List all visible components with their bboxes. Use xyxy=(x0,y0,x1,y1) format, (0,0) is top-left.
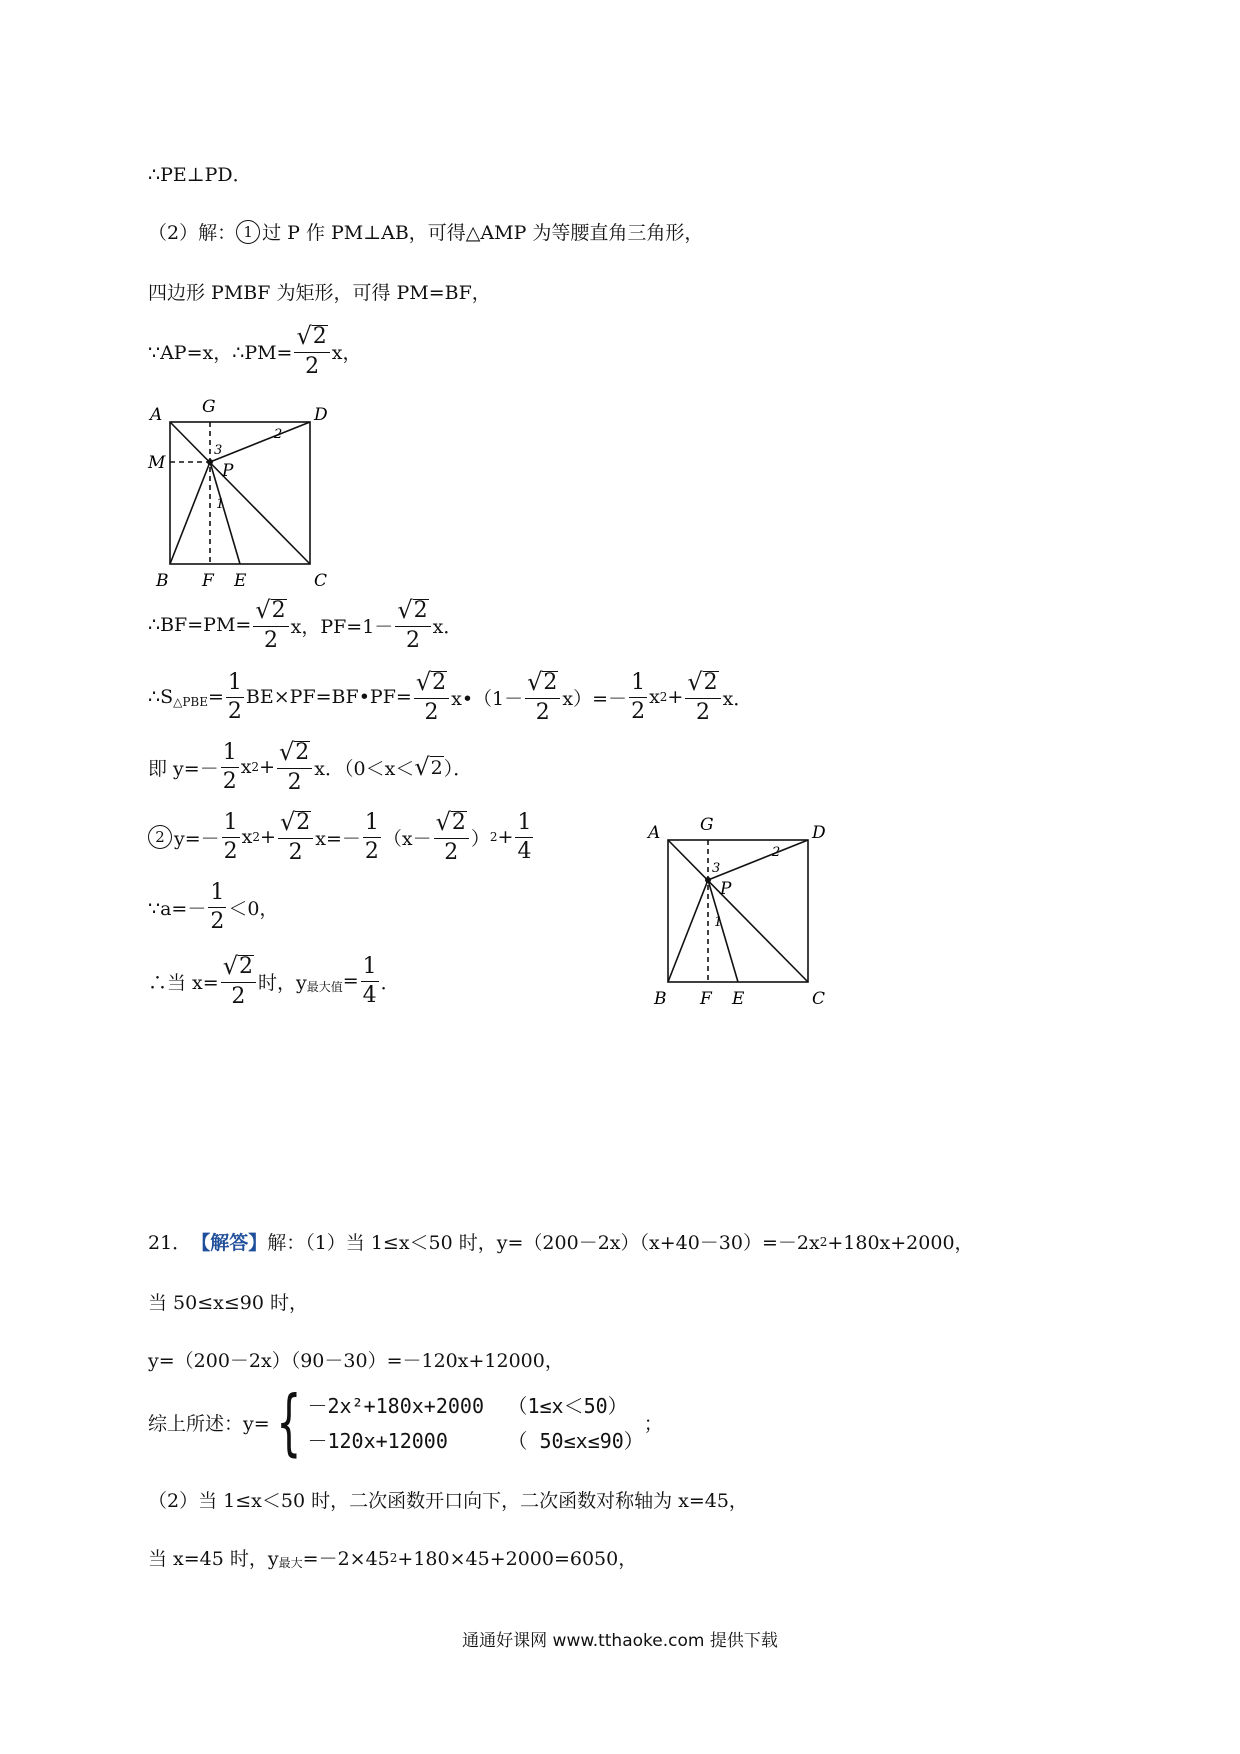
text: = xyxy=(342,970,359,992)
label-angle-1: 1 xyxy=(714,915,723,930)
label-angle-2: 2 xyxy=(274,427,283,442)
text: + xyxy=(497,826,514,848)
text: 解：（1）当 1≤x＜50 时，y=（200－2x）（x+40－30）=－2x xyxy=(267,1232,820,1254)
text: y=－ xyxy=(174,827,220,850)
geometry-figure-1 xyxy=(140,390,340,595)
line-conclusion xyxy=(148,160,252,187)
text: + xyxy=(260,826,276,848)
line-area: ∴S △PBE = $\frac{1}{2}$ BE×PF=BF•PF= √ 2 2 x•（1－ √ 2 2 x）=－ $\frac{1}{2}$ x 2 + √ 2 2 x． xyxy=(148,668,753,725)
page-footer: 通通好课网 www.tthaoke.com 提供下载 xyxy=(462,1631,778,1651)
point-p xyxy=(705,877,711,883)
line-q21-case2 xyxy=(148,1288,308,1315)
label-m: M xyxy=(148,453,166,473)
text: x， xyxy=(331,341,362,364)
text: ∴PE⊥PD． xyxy=(148,164,252,186)
text: （x－ xyxy=(382,827,432,850)
line-a-negative xyxy=(148,882,278,933)
fraction-1-over-4: $\frac{1}{4}$ xyxy=(517,809,532,864)
line-q21-part2 xyxy=(148,1486,748,1513)
text: ∵a=－ xyxy=(148,898,207,920)
text: （2）解： xyxy=(148,222,237,244)
line-rectangle xyxy=(148,278,491,305)
label-c: C xyxy=(812,989,826,1009)
fraction-sqrt2-over-2: √ 2 2 xyxy=(277,740,312,794)
text: + xyxy=(259,756,275,778)
text: x•（1－ xyxy=(451,687,524,710)
subscript: 最大 xyxy=(278,1556,303,1570)
geometry-figure-2 xyxy=(638,808,838,1013)
label-b: B xyxy=(156,571,169,591)
fraction-1-over-2: $\frac{1}{2}$ xyxy=(364,809,379,864)
text: x． xyxy=(432,615,463,638)
text: 当 50≤x≤90 时， xyxy=(148,1292,308,1314)
circled-number-2: 2 xyxy=(148,825,172,849)
label-a: A xyxy=(648,823,661,843)
text: ∴S xyxy=(148,686,174,708)
line-q21-case2-expr xyxy=(148,1346,564,1373)
label-d: D xyxy=(314,405,328,425)
line-q21-summary xyxy=(148,1380,663,1464)
text: ∴当 x= xyxy=(148,971,219,994)
text: x． xyxy=(722,687,753,710)
text: y=（200－2x）（90－30）=－120x+12000， xyxy=(148,1350,564,1372)
fraction-sqrt2-over-2: √ 2 2 xyxy=(221,954,256,1008)
answer-tag: 【解答】 xyxy=(191,1232,268,1254)
label-angle-2: 2 xyxy=(772,845,781,860)
label-p: P xyxy=(222,461,234,481)
case-row: －2x²+180x+2000 （1≤x＜50） xyxy=(307,1394,628,1418)
brace: { xyxy=(275,1380,302,1464)
case-row: －120x+12000 （ 50≤x≤90） xyxy=(307,1429,644,1453)
fraction-sqrt2-over-2: √ 2 2 xyxy=(278,810,313,864)
label-g: G xyxy=(700,815,714,835)
text: BE×PF=BF•PF= xyxy=(245,686,412,708)
text: 综上所述：y= xyxy=(148,1412,270,1435)
text: x xyxy=(649,686,660,708)
text: ∴BF=PM= xyxy=(148,614,252,636)
point-p xyxy=(207,459,213,465)
label-angle-3: 3 xyxy=(214,443,223,458)
fraction-sqrt2-over-2: √ 2 2 xyxy=(294,324,329,378)
label-a: A xyxy=(150,405,163,425)
fraction-sqrt2-over-2: √ 2 2 xyxy=(525,670,560,724)
text: x）=－ xyxy=(562,687,628,710)
piecewise-function xyxy=(270,1380,644,1464)
fraction-sqrt2-over-2: √ 2 2 xyxy=(395,598,430,652)
label-angle-1: 1 xyxy=(216,497,225,512)
text: ）． xyxy=(443,757,473,780)
text: 时，y xyxy=(257,971,307,994)
question-number: 21． xyxy=(148,1232,192,1254)
label-c: C xyxy=(314,571,328,591)
text: ＜0， xyxy=(228,898,279,920)
label-g: G xyxy=(202,397,216,417)
text: = xyxy=(208,686,224,708)
label-b: B xyxy=(654,989,667,1009)
label-f: F xyxy=(700,989,712,1009)
text: （2）当 1≤x＜50 时，二次函数开口向下，二次函数对称轴为 x=45， xyxy=(148,1490,748,1512)
circled-number-1: 1 xyxy=(236,220,260,244)
text: x，PF=1－ xyxy=(290,615,394,638)
sqrt-2: √ 2 xyxy=(414,753,443,781)
text: ． xyxy=(380,971,400,994)
line-q21-max: 当 x=45 时，y 最大 =－2×45 2 +180×45+2000=6050， xyxy=(148,1544,637,1571)
label-f: F xyxy=(202,571,214,591)
label-e: E xyxy=(732,989,745,1009)
text: ； xyxy=(643,1412,663,1435)
subscript: △PBE xyxy=(173,695,208,709)
line-y-expression: 即 y=－ $\frac{1}{2}$ x 2 + √ 2 2 x．（0＜x＜ √ 2 ）． xyxy=(148,738,473,795)
text: x xyxy=(241,826,253,848)
cases xyxy=(307,1390,643,1454)
label-p: P xyxy=(720,879,732,899)
text: 四边形 PMBF 为矩形，可得 PM=BF， xyxy=(148,282,491,304)
fraction-1-over-2: $\frac{1}{2}$ xyxy=(227,669,242,724)
subscript: 最大值 xyxy=(306,979,343,994)
line-vertex-form: 2 y=－ $\frac{1}{2}$ x 2 + √ 2 2 x=－ $\frac{1}{2}$ （x－ √ 2 2 ） 2 + $\frac{1}{4}$ xyxy=(148,810,535,864)
label-angle-3: 3 xyxy=(712,861,721,876)
text: ） xyxy=(470,827,490,850)
text: x=－ xyxy=(315,827,361,850)
text: 过 P 作 PM⊥AB，可得△AMP 为等腰直角三角形， xyxy=(262,222,704,244)
text: +180×45+2000=6050， xyxy=(397,1548,638,1570)
text: =－2×45 xyxy=(302,1548,390,1570)
text: 当 x=45 时，y xyxy=(148,1548,279,1570)
fraction-1-over-2: $\frac{1}{2}$ xyxy=(222,739,237,794)
fraction-1-over-2: $\frac{1}{2}$ xyxy=(631,669,646,724)
line-q21-part1: 21． 【解答】 解：（1）当 1≤x＜50 时，y=（200－2x）（x+40－30）=－2x 2 +180x+2000， xyxy=(148,1228,974,1255)
text: + xyxy=(667,686,684,708)
label-d: D xyxy=(812,823,826,843)
fraction-sqrt2-over-2: √ 2 2 xyxy=(685,670,720,724)
text: x xyxy=(240,756,252,778)
text: ∵AP=x，∴PM= xyxy=(148,341,293,364)
line-maximum xyxy=(148,954,400,1008)
text: +180x+2000， xyxy=(827,1232,974,1254)
text: 即 y=－ xyxy=(148,757,219,780)
line-bf-pf xyxy=(148,598,462,652)
fraction-1-over-2: $\frac{1}{2}$ xyxy=(223,809,238,864)
text: x．（0＜x＜ xyxy=(314,757,415,780)
line-ap-pm xyxy=(148,324,362,378)
line-part2-intro xyxy=(148,218,703,245)
label-e: E xyxy=(234,571,247,591)
fraction-1-over-2: $\frac{1}{2}$ xyxy=(210,880,225,934)
fraction-sqrt2-over-2: √ 2 2 xyxy=(253,598,288,652)
fraction-sqrt2-over-2: √ 2 2 xyxy=(434,810,469,864)
fraction-sqrt2-over-2: √ 2 2 xyxy=(414,670,449,724)
fraction-1-over-4: $\frac{1}{4}$ xyxy=(362,953,377,1008)
